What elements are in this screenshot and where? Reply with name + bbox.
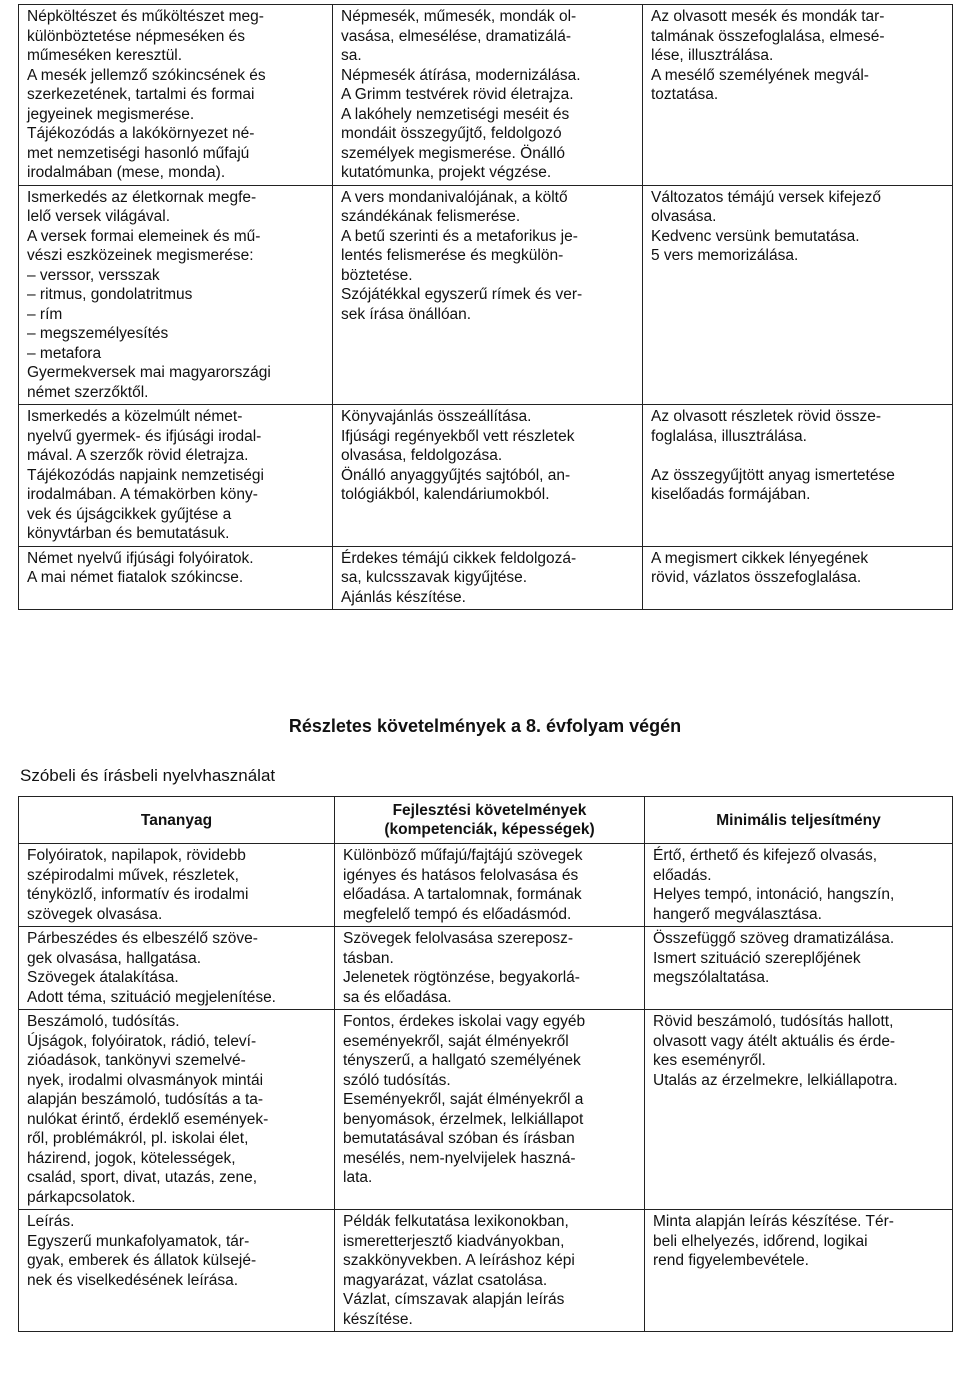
cell-text-line: Újságok, folyóiratok, rádió, televí-: [27, 1032, 257, 1050]
cell-text-line: hangerő megválasztása.: [653, 905, 822, 923]
cell-text-line: tásban.: [343, 949, 394, 967]
cell-text-line: megfelelő tempó és előadásmód.: [343, 905, 572, 923]
cell-text-line: lése, illusztrálása.: [651, 47, 774, 64]
cell-text-line: kes eseményről.: [653, 1052, 766, 1069]
cell-text-line: kutatómunka, projekt végzése.: [341, 164, 552, 181]
table-cell-col1: [19, 5, 333, 186]
cell-text-line: Az olvasott mesék és mondák tar-: [651, 8, 885, 25]
cell-text-line: vasása, elmesélése, dramatizálá-: [341, 27, 572, 45]
cell-text-line: Ismert szituáció szereplőjének: [653, 949, 861, 967]
cell-text-line: Ismerkedés az életkornak megfe-: [27, 188, 257, 206]
table-cell-col3: [645, 927, 953, 1010]
cell-text-line: Tájékozódás napjaink nemzetiségi: [27, 466, 264, 484]
table-header-row: [19, 797, 953, 844]
table-cell-col3: [643, 5, 953, 186]
cell-text-line: A megismert cikkek lényegének: [651, 549, 869, 567]
cell-text-line: tényszerű, a hallgató személyének: [343, 1052, 581, 1069]
cell-text-line: gyak, emberek és állatok külsejé-: [27, 1252, 257, 1269]
table-row: [19, 927, 953, 1010]
table-cell-col1: [19, 405, 333, 547]
cell-text-line: Rövid beszámoló, tudósítás hallott,: [653, 1013, 894, 1030]
table-cell-col3: [645, 844, 953, 927]
cell-text-line: A vers mondanivalójának, a költő: [341, 188, 568, 206]
cell-text-line: foglalása, illusztrálása.: [651, 427, 807, 445]
curriculum-table-top: [18, 4, 953, 610]
cell-text-line: Egyszerű munkafolyamatok, tár-: [27, 1232, 250, 1250]
table-cell-col1: [19, 844, 335, 927]
header-fejlesztesi-kovetelmenyek: [335, 797, 645, 844]
table-cell-col2: [335, 1210, 645, 1332]
cell-text-line: könyvtárban és bemutatásuk.: [27, 525, 230, 542]
table-cell-col2: [335, 927, 645, 1010]
cell-text-line: Kedvenc versünk bemutatása.: [651, 227, 860, 245]
cell-text-line: Beszámoló, tudósítás.: [27, 1013, 180, 1030]
cell-text-line: előadás.: [653, 866, 712, 884]
table-cell-col2: [335, 1010, 645, 1210]
cell-text-line: Minta alapján leírás készítése. Tér-: [653, 1213, 894, 1230]
cell-text-line: A versek formai elemeinek és mű-: [27, 227, 261, 245]
table-cell-col3: [645, 1010, 953, 1210]
curriculum-table-top-body: [19, 5, 953, 610]
table-cell-col2: [335, 844, 645, 927]
cell-text-line: szépirodalmi művek, részletek,: [27, 866, 239, 884]
cell-text-line: A mai német fiatalok szókincse.: [27, 569, 244, 586]
cell-text-line: nyek, irodalmi olvasmányok mintái: [27, 1071, 264, 1089]
cell-text-line: igényes és hatásos felolvasása és: [343, 866, 579, 884]
table-cell-col3: [645, 1210, 953, 1332]
cell-text-line: vészi eszközeinek megismerése:: [27, 247, 254, 264]
table-cell-col3: [643, 546, 953, 610]
cell-text-line: gek olvasása, hallgatása.: [27, 949, 202, 967]
cell-text-line: Könyvajánlás összeállítása.: [341, 408, 532, 425]
cell-text-line: Példák felkutatása lexikonokban,: [343, 1213, 569, 1230]
cell-text-line: Ismerkedés a közelmúlt német-: [27, 408, 243, 425]
cell-text-line: készítése.: [343, 1310, 413, 1328]
table-row: [19, 1010, 953, 1210]
cell-text-line: Szövegek átalakítása.: [27, 969, 179, 986]
cell-text-line: beli elhelyezés, időrend, logikai: [653, 1232, 868, 1250]
table-row: [19, 844, 953, 927]
cell-text-line: A lakóhely nemzetiségi meséit és: [341, 105, 570, 123]
cell-text-line: – rím: [27, 305, 63, 323]
cell-text-line: Leírás.: [27, 1213, 75, 1230]
cell-text-line: alapján beszámoló, tudósítás a ta-: [27, 1091, 264, 1108]
table-row: [19, 185, 953, 405]
cell-text-line: Különböző műfajú/fajtájú szövegek: [343, 847, 583, 864]
cell-text-line: zióadások, tankönyvi szemelvé-: [27, 1052, 246, 1069]
cell-text-line: – verssor, versszak: [27, 266, 160, 284]
cell-text-line: Fontos, érdekes iskolai vagy egyéb: [343, 1013, 586, 1030]
section-subtitle: Szóbeli és írásbeli nyelvhasználat: [20, 766, 276, 785]
cell-text-line: Önálló anyaggyűjtés sajtóból, an-: [341, 466, 571, 484]
table-cell-col2: [333, 5, 643, 186]
cell-text-line: lelő versek világával.: [27, 208, 171, 225]
cell-text-line: család, sport, divat, utazás, zene,: [27, 1169, 258, 1186]
cell-text-line: Népmesék, műmesék, mondák ol-: [341, 8, 577, 25]
header-tananyag: Tananyag: [19, 797, 335, 844]
cell-text-line: Érdekes témájú cikkek feldolgozá-: [341, 549, 577, 567]
cell-text-line: tényközlő, informatív és irodalmi: [27, 886, 249, 903]
header-minimalis-teljesitmeny: Minimális teljesítmény: [645, 797, 953, 844]
cell-text-line: A mesélő személyének megvál-: [651, 66, 869, 84]
cell-text-line: előadása. A tartalomnak, formának: [343, 886, 582, 903]
cell-text-line: mesélés, nem-nyelvijelek haszná-: [343, 1149, 576, 1167]
cell-text-line: sek írása önállóan.: [341, 305, 472, 323]
table-cell-col2: [333, 405, 643, 547]
cell-text-line: Értő, érthető és kifejező olvasás,: [653, 847, 878, 864]
cell-text-line: Helyes tempó, intonáció, hangszín,: [653, 886, 895, 903]
cell-text-line: – ritmus, gondolatritmus: [27, 286, 193, 303]
cell-text-line: olvasása.: [651, 208, 717, 225]
cell-text-line: sa és előadása.: [343, 988, 452, 1006]
table-cell-col2: [333, 185, 643, 405]
cell-text-line: rövid, vázlatos összefoglalása.: [651, 569, 862, 586]
table-cell-col2: [333, 546, 643, 610]
cell-text-line: lata.: [343, 1169, 373, 1186]
table-cell-col1: [19, 185, 333, 405]
cell-text-line: sa, kulcsszavak kigyűjtése.: [341, 569, 528, 586]
cell-text-line: Változatos témájú versek kifejező: [651, 188, 882, 206]
cell-text-line: mával. A szerzők rövid életrajza.: [27, 447, 249, 464]
section-title: Részletes követelmények a 8. évfolyam végén: [288, 716, 682, 736]
cell-text-line: Szövegek felolvasása szereposz-: [343, 930, 574, 947]
cell-text-line: – megszemélyesítés: [27, 325, 169, 342]
cell-text-line: nyelvű gyermek- és ifjúsági irodal-: [27, 427, 262, 445]
cell-text-line: szóló tudósítás.: [343, 1071, 451, 1089]
cell-text-line: toztatása.: [651, 86, 719, 103]
cell-text-line: rend figyelembevétele.: [653, 1252, 809, 1269]
cell-text-line: vek és újságcikkek gyűjtése a: [27, 505, 232, 523]
cell-text-line: ismeretterjesztő kiadványokban,: [343, 1232, 565, 1250]
cell-text-line: Eseményekről, saját élményekről a: [343, 1091, 584, 1108]
cell-text-line: Népköltészet és műköltészet meg-: [27, 8, 264, 25]
cell-text-line: szakkönyvekben. A leíráshoz képi: [343, 1252, 575, 1269]
cell-text-line: szándékának felismerése.: [341, 208, 521, 225]
cell-text-line: Utalás az érzelmekre, lelkiállapotra.: [653, 1071, 898, 1089]
cell-text-line: szövegek olvasása.: [27, 905, 163, 923]
cell-text-line: műmeséken keresztül.: [27, 47, 183, 64]
header-line: Fejlesztési követelmények: [392, 802, 587, 819]
cell-text-line: magyarázat, vázlat csatolása.: [343, 1271, 548, 1289]
cell-text-line: Az olvasott részletek rövid össze-: [651, 408, 882, 425]
cell-text-line: német szerzőktől.: [27, 383, 149, 401]
cell-text-line: Adott téma, szituáció megjelenítése.: [27, 988, 276, 1006]
cell-text-line: Ajánlás készítése.: [341, 588, 466, 606]
cell-text-line: jegyeinek megismerése.: [27, 105, 195, 123]
cell-text-line: tológiákból, kalendáriumokból.: [341, 486, 550, 503]
table-row: [19, 546, 953, 610]
cell-text-line: különböztetése népmeséken és: [27, 27, 246, 45]
table-row: [19, 405, 953, 547]
cell-text-line: bemutatásával szóban és írásban: [343, 1130, 575, 1147]
table-cell-col3: [643, 185, 953, 405]
cell-text-line: személyek megismerése. Önálló: [341, 144, 565, 162]
table-row: [19, 1210, 953, 1332]
table-cell-col1: [19, 1210, 335, 1332]
cell-text-line: szerkezetének, tartalmi és formai: [27, 86, 255, 103]
table-cell-col1: [19, 927, 335, 1010]
cell-text-line: 5 vers memorizálása.: [651, 247, 799, 264]
cell-text-line: párkapcsolatok.: [27, 1188, 136, 1206]
cell-text-line: ről, problémákról, pl. iskolai élet,: [27, 1130, 249, 1147]
cell-text-line: Német nyelvű ifjúsági folyóiratok.: [27, 549, 254, 567]
cell-text-line: Folyóiratok, napilapok, rövidebb: [27, 847, 246, 864]
cell-text-line: Gyermekversek mai magyarországi: [27, 364, 271, 381]
requirements-table: [18, 796, 953, 1332]
cell-text-line: met nemzetiségi hasonló műfajú: [27, 144, 250, 162]
requirements-table-body: [19, 844, 953, 1332]
cell-text-line: nek és viselkedésének leírása.: [27, 1271, 239, 1289]
cell-text-line: Párbeszédes és elbeszélő szöve-: [27, 930, 258, 947]
header-line: (kompetenciák, képességek): [384, 821, 595, 838]
cell-text-line: [651, 446, 946, 466]
cell-text-line: Népmesék átírása, modernizálása.: [341, 66, 581, 84]
table-cell-col1: [19, 546, 333, 610]
cell-text-line: A Grimm testvérek rövid életrajza.: [341, 86, 574, 103]
cell-text-line: Jelenetek rögtönzése, begyakorlá-: [343, 969, 580, 986]
cell-text-line: mondáit összegyűjtő, feldolgozó: [341, 125, 562, 142]
cell-text-line: nulókat érintő, érdeklő események-: [27, 1110, 269, 1128]
cell-text-line: irodalmában. A témakörben köny-: [27, 486, 258, 503]
cell-text-line: talmának összefoglalása, elmesé-: [651, 27, 885, 45]
cell-text-line: Szójátékkal egyszerű rímek és ver-: [341, 286, 583, 303]
cell-text-line: A mesék jellemző szókincsének és: [27, 66, 266, 84]
cell-text-line: házirend, jogok, kötelességek,: [27, 1149, 236, 1167]
cell-text-line: benyomások, érzelmek, lelkiállapot: [343, 1110, 584, 1128]
cell-text-line: Vázlat, címszavak alapján leírás: [343, 1291, 565, 1308]
table-cell-col3: [643, 405, 953, 547]
cell-text-line: Összefüggő szöveg dramatizálása.: [653, 930, 895, 947]
cell-text-line: lentés felismerése és megkülön-: [341, 247, 564, 264]
cell-text-line: eseményekről, saját élményekről: [343, 1032, 569, 1050]
cell-text-line: irodalmában (mese, monda).: [27, 164, 226, 181]
cell-text-line: böztetése.: [341, 266, 413, 284]
cell-text-line: Az összegyűjtött anyag ismertetése: [651, 466, 895, 484]
cell-text-line: olvasott vagy átélt aktuális és érde-: [653, 1032, 896, 1050]
cell-text-line: Ifjúsági regényekből vett részletek: [341, 427, 575, 445]
cell-text-line: A betű szerinti és a metaforikus je-: [341, 227, 578, 245]
table-cell-col1: [19, 1010, 335, 1210]
cell-text-line: kiselőadás formájában.: [651, 486, 811, 503]
cell-text-line: olvasása, feldolgozása.: [341, 447, 503, 464]
cell-text-line: – metafora: [27, 344, 102, 362]
cell-text-line: megszólaltatása.: [653, 969, 770, 986]
cell-text-line: sa.: [341, 47, 362, 64]
table-row: [19, 5, 953, 186]
cell-text-line: Tájékozódás a lakókörnyezet né-: [27, 125, 255, 142]
